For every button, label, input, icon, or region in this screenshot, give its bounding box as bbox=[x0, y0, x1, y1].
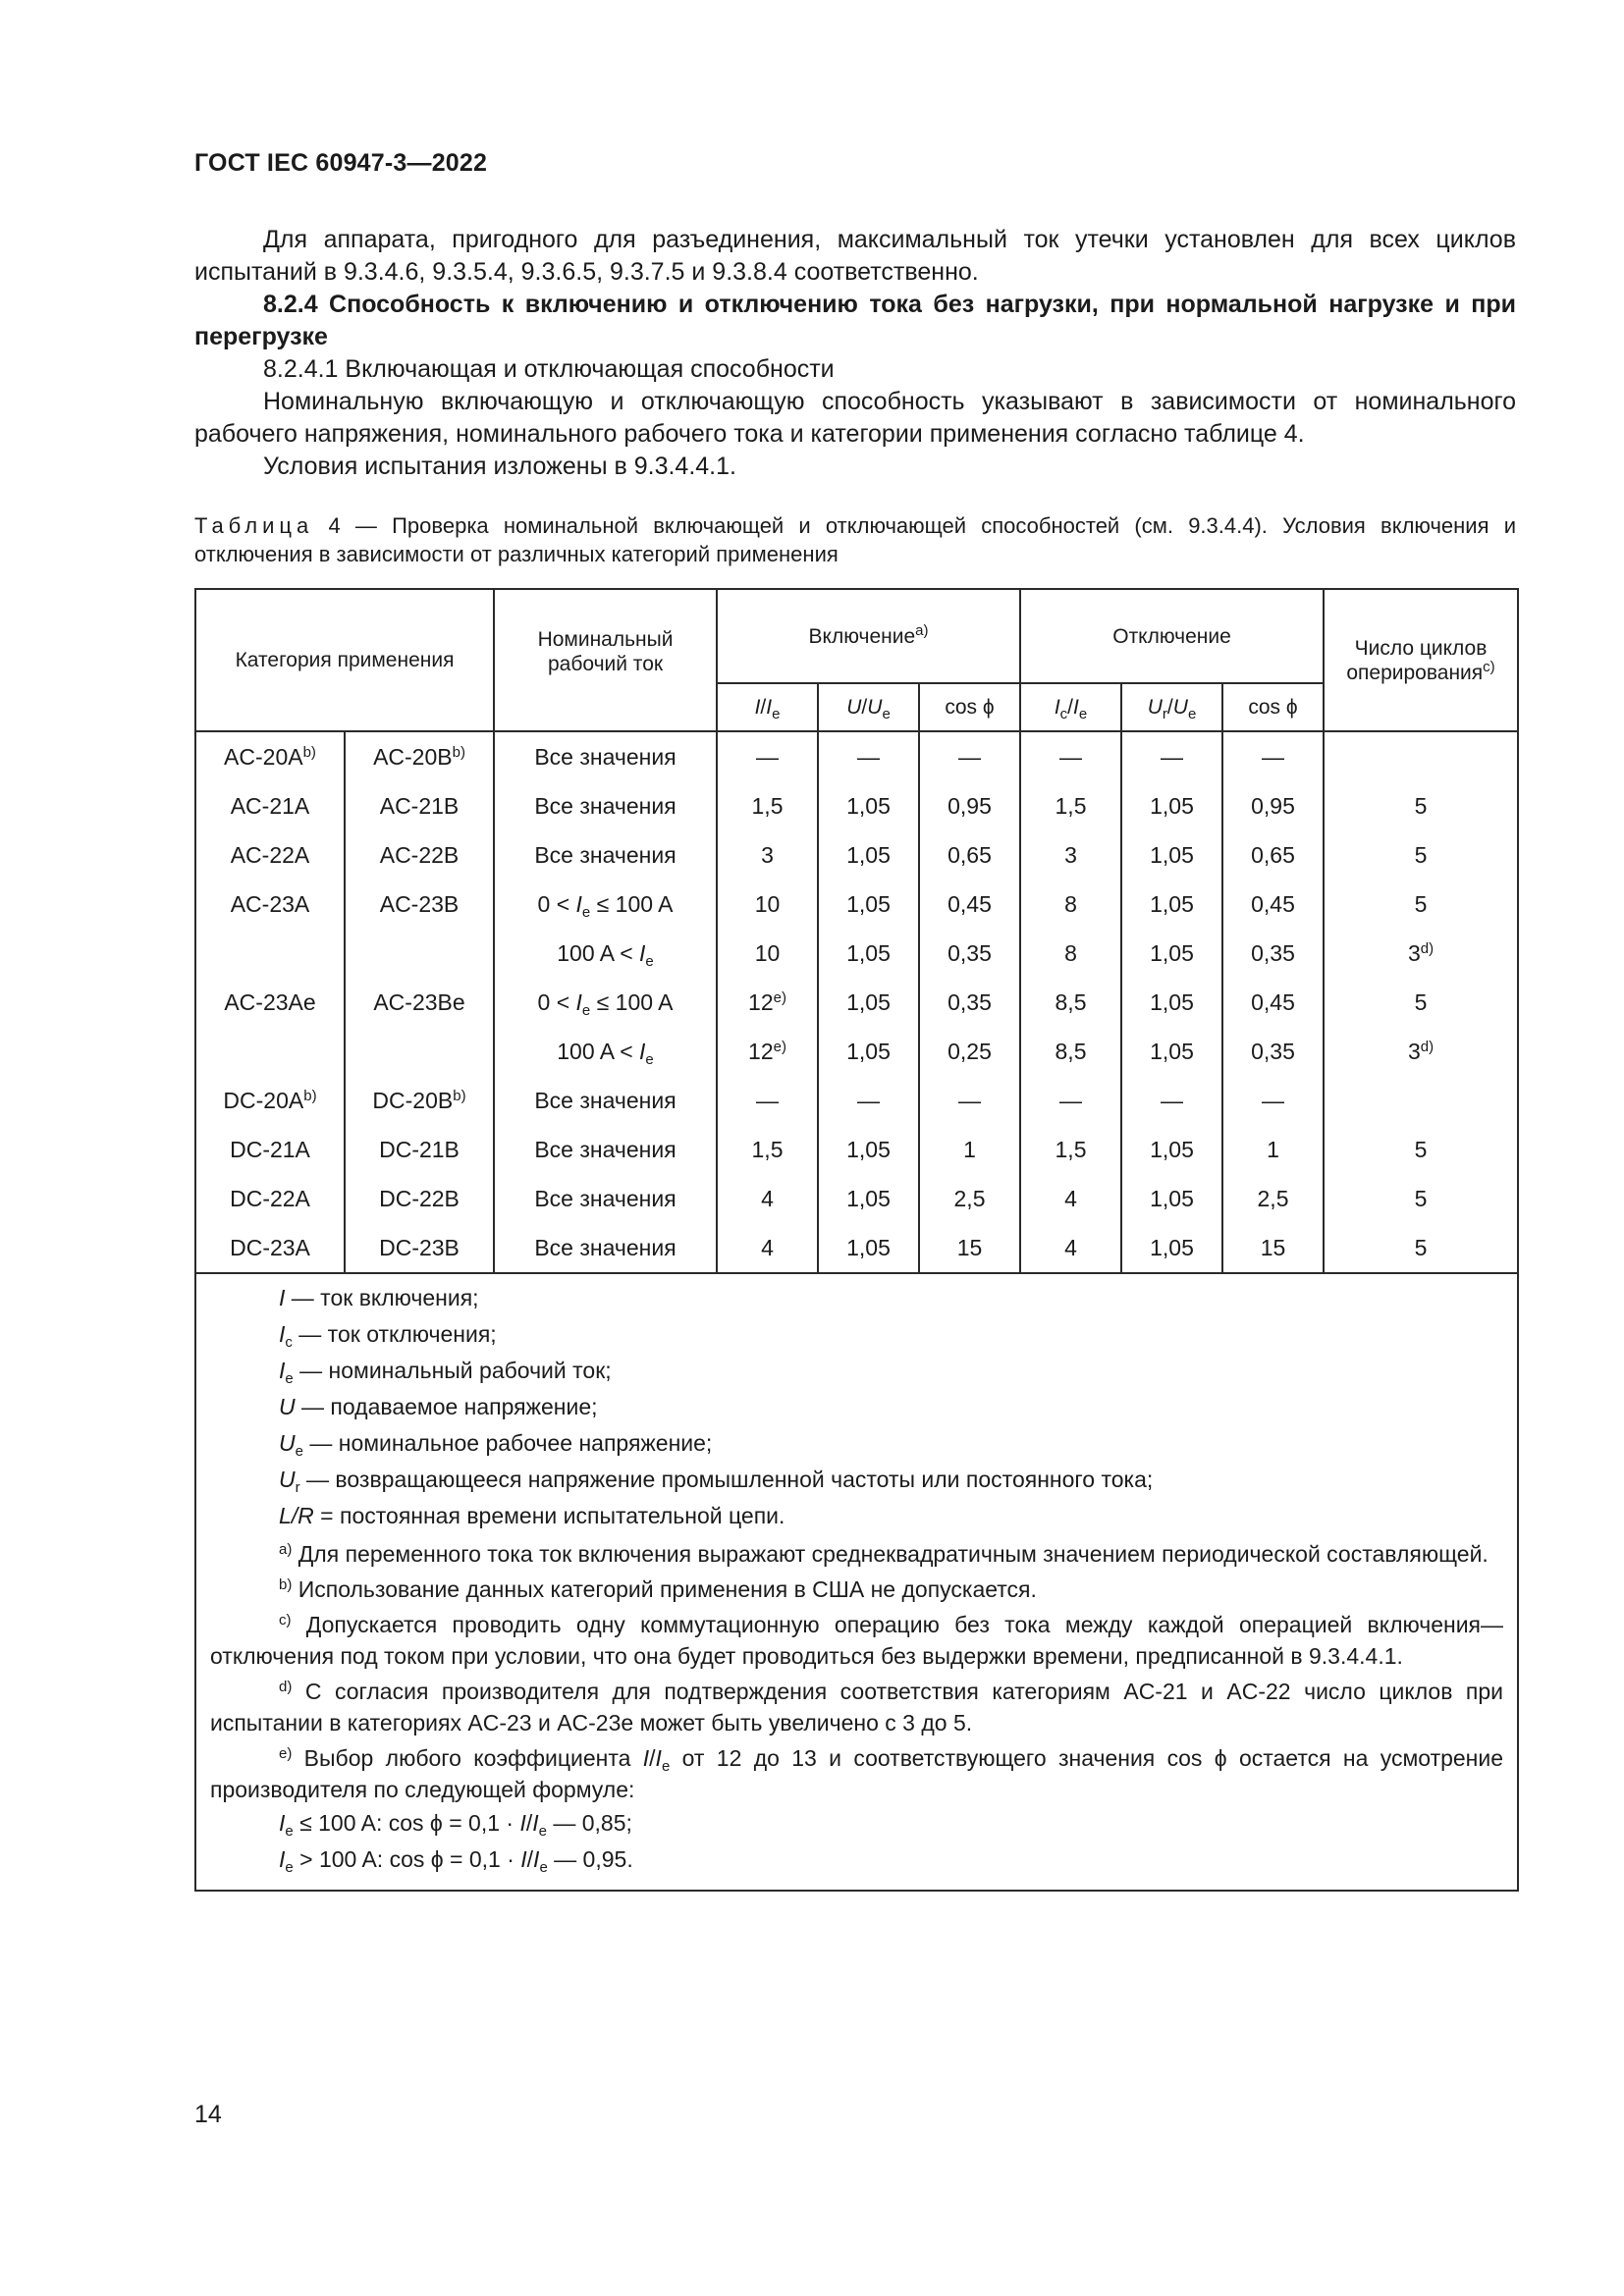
making-current-cell: 4 bbox=[717, 1174, 818, 1223]
breaking-voltage-cell: — bbox=[1121, 1076, 1222, 1125]
paragraph-leakage: Для аппарата, пригодного для разъединения, максимальный ток утечки установлен для всех циклов испытаний в 9.3.4.6, 9.3.5.4, 9.3.6.5, 9.3.7.5 и 9.3.8.4 соответственно. bbox=[194, 226, 1516, 286]
making-current-cell: 12$^{e)}$ bbox=[717, 978, 818, 1027]
table-caption bbox=[194, 511, 1516, 568]
making-voltage-cell: 1,05 bbox=[818, 978, 919, 1027]
making-cos-cell: — bbox=[919, 731, 1020, 781]
formula-1: $I_e \le 100$ A: $\cos \phi = 0,1 \cdot I/I_e$ — 0,85; bbox=[279, 1810, 632, 1840]
note-def-ie: $I_e$ — номинальный рабочий ток; bbox=[279, 1358, 612, 1387]
breaking-voltage-cell: — bbox=[1121, 731, 1222, 781]
breaking-voltage-cell: 1,05 bbox=[1121, 929, 1222, 978]
cycles-cell bbox=[1324, 1076, 1518, 1125]
footnote-e: $^{e)}$ Выбор любого коэффициента $I/I_e$ от 12 до 13 и соответствующего значения cos ϕ остается на усмотрение производителя по следующей формуле: bbox=[210, 1745, 1504, 1802]
table-body bbox=[195, 731, 1518, 1891]
footnote-b: $^{b)}$ Использование данных категорий применения в США не допускается. bbox=[279, 1576, 1037, 1602]
cycles-cell: 5 bbox=[1324, 830, 1518, 880]
rated-current-cell: Все значения bbox=[494, 731, 717, 781]
table-4 bbox=[194, 588, 1519, 1892]
table-row bbox=[195, 1174, 1518, 1223]
making-current-cell: 10 bbox=[717, 880, 818, 929]
rated-current-cell: Все значения bbox=[494, 1174, 717, 1223]
table-row bbox=[195, 830, 1518, 880]
cycles-cell: 5 bbox=[1324, 1125, 1518, 1174]
rated-current-cell: Все значения bbox=[494, 781, 717, 830]
category-a-cell bbox=[195, 1027, 345, 1076]
header-making: Включение$^{a)}$ bbox=[717, 589, 1020, 683]
note-def-ur: $U_r$ — возвращающееся напряжение промышленной частоты или постоянного тока; bbox=[279, 1467, 1154, 1496]
category-a-cell: $DC-20A^{b)}$ bbox=[195, 1076, 345, 1125]
section-heading-8-2-4: 8.2.4 Способность к включению и отключению тока без нагрузки, при нормальной нагрузке и при перегрузке bbox=[194, 291, 1516, 350]
making-current-cell: 10 bbox=[717, 929, 818, 978]
category-b-cell: $DC-20B^{b)}$ bbox=[345, 1076, 494, 1125]
page-number: 14 bbox=[194, 2101, 222, 2128]
making-cos-cell: — bbox=[919, 1076, 1020, 1125]
category-b-cell: $AC-20B^{b)}$ bbox=[345, 731, 494, 781]
category-b-cell: AC-22B bbox=[345, 830, 494, 880]
making-cos-cell: 0,35 bbox=[919, 929, 1020, 978]
making-current-cell: 1,5 bbox=[717, 1125, 818, 1174]
category-a-cell: $AC-20A^{b)}$ bbox=[195, 731, 345, 781]
breaking-cos-cell: 0,45 bbox=[1222, 978, 1324, 1027]
breaking-current-cell: 3 bbox=[1020, 830, 1121, 880]
header-making-current-ratio: $I/I_e$ bbox=[717, 683, 818, 731]
table-row bbox=[195, 1125, 1518, 1174]
category-b-cell: DC-21B bbox=[345, 1125, 494, 1174]
category-a-cell: DC-22A bbox=[195, 1174, 345, 1223]
category-b-cell: AC-23Be bbox=[345, 978, 494, 1027]
table-notes-row bbox=[195, 1273, 1518, 1891]
making-voltage-cell: 1,05 bbox=[818, 1027, 919, 1076]
note-def-i: I — ток включения; bbox=[279, 1285, 479, 1310]
category-b-cell: DC-23B bbox=[345, 1223, 494, 1273]
making-current-cell: — bbox=[717, 1076, 818, 1125]
table-row bbox=[195, 1076, 1518, 1125]
making-cos-cell: 15 bbox=[919, 1223, 1020, 1273]
table-caption-label: Таблица bbox=[194, 513, 314, 538]
rated-current-cell: $0 < I_e \le 100$ A bbox=[494, 880, 717, 929]
category-a-cell bbox=[195, 929, 345, 978]
header-breaking-voltage-ratio: $U_r/U_e$ bbox=[1121, 683, 1222, 731]
breaking-voltage-cell: 1,05 bbox=[1121, 1223, 1222, 1273]
breaking-voltage-cell: 1,05 bbox=[1121, 1174, 1222, 1223]
making-current-cell: — bbox=[717, 731, 818, 781]
breaking-current-cell: 8,5 bbox=[1020, 978, 1121, 1027]
category-b-cell bbox=[345, 929, 494, 978]
making-current-cell: 1,5 bbox=[717, 781, 818, 830]
breaking-current-cell: 8 bbox=[1020, 880, 1121, 929]
header-breaking-current-ratio: $I_c/I_e$ bbox=[1020, 683, 1121, 731]
breaking-cos-cell: 0,45 bbox=[1222, 880, 1324, 929]
breaking-current-cell: 8,5 bbox=[1020, 1027, 1121, 1076]
category-a-cell: AC-23Ae bbox=[195, 978, 345, 1027]
subsection-8-2-4-1: 8.2.4.1 Включающая и отключающая способности bbox=[263, 355, 835, 383]
document-header: ГОСТ IEC 60947-3—2022 bbox=[194, 149, 488, 177]
breaking-voltage-cell: 1,05 bbox=[1121, 781, 1222, 830]
making-current-cell: 4 bbox=[717, 1223, 818, 1273]
table-row bbox=[195, 1223, 1518, 1273]
breaking-current-cell: 4 bbox=[1020, 1174, 1121, 1223]
footnote-d: $^{d)}$ С согласия производителя для подтверждения соответствия категориям AC-21 и AC-22 число циклов при испытании в категориях AC-23 и AC-23e может быть увеличено с 3 до 5. bbox=[210, 1679, 1504, 1735]
category-b-cell bbox=[345, 1027, 494, 1076]
paragraph-test-conditions: Условия испытания изложены в 9.3.4.4.1. bbox=[263, 453, 736, 480]
rated-current-cell: 100 $A < I_e$ bbox=[494, 1027, 717, 1076]
body-text bbox=[194, 224, 1516, 483]
making-voltage-cell: 1,05 bbox=[818, 1125, 919, 1174]
making-cos-cell: 0,95 bbox=[919, 781, 1020, 830]
category-a-cell: DC-23A bbox=[195, 1223, 345, 1273]
rated-current-cell: $0 < I_e \le 100$ A bbox=[494, 978, 717, 1027]
breaking-current-cell: 1,5 bbox=[1020, 781, 1121, 830]
paragraph-rated-capacity: Номинальную включающую и отключающую способность указывают в зависимости от номинального рабочего напряжения, номинального рабочего тока и категории применения согласно таблице 4. bbox=[194, 388, 1516, 448]
breaking-current-cell: — bbox=[1020, 731, 1121, 781]
header-rated-current: Номинальный рабочий ток bbox=[494, 589, 717, 731]
rated-current-cell: Все значения bbox=[494, 830, 717, 880]
formula-2: $I_e > 100$ A: $\cos \phi = 0,1 \cdot I/I_e$ — 0,95. bbox=[279, 1846, 633, 1876]
making-cos-cell: 1 bbox=[919, 1125, 1020, 1174]
category-b-cell: DC-22B bbox=[345, 1174, 494, 1223]
breaking-current-cell: 4 bbox=[1020, 1223, 1121, 1273]
breaking-cos-cell: 0,35 bbox=[1222, 929, 1324, 978]
making-cos-cell: 0,45 bbox=[919, 880, 1020, 929]
making-cos-cell: 0,25 bbox=[919, 1027, 1020, 1076]
making-voltage-cell: 1,05 bbox=[818, 929, 919, 978]
header-cycles: Число циклов оперирования$^{c)}$ bbox=[1324, 589, 1518, 731]
table-row bbox=[195, 929, 1518, 978]
table-row bbox=[195, 731, 1518, 781]
making-voltage-cell: 1,05 bbox=[818, 1223, 919, 1273]
cycles-cell: 5 bbox=[1324, 1174, 1518, 1223]
header-breaking-cos: cos ϕ bbox=[1222, 683, 1324, 731]
note-def-ue: $U_e$ — номинальное рабочее напряжение; bbox=[279, 1430, 713, 1460]
footnote-c: $^{c)}$ Допускается проводить одну коммутационную операцию без тока между каждой операцией включения—отключения под током при условии, что она будет проводиться без выдержки времени, предписанной в 9.3.4.4.1. bbox=[210, 1612, 1504, 1669]
breaking-voltage-cell: 1,05 bbox=[1121, 1125, 1222, 1174]
table-row bbox=[195, 1027, 1518, 1076]
breaking-cos-cell: — bbox=[1222, 731, 1324, 781]
table-row bbox=[195, 781, 1518, 830]
cycles-cell: 5 bbox=[1324, 1223, 1518, 1273]
category-b-cell: AC-23B bbox=[345, 880, 494, 929]
breaking-voltage-cell: 1,05 bbox=[1121, 830, 1222, 880]
note-def-ic: $I_c$ — ток отключения; bbox=[279, 1321, 497, 1351]
breaking-voltage-cell: 1,05 bbox=[1121, 1027, 1222, 1076]
breaking-cos-cell: 1 bbox=[1222, 1125, 1324, 1174]
rated-current-cell: Все значения bbox=[494, 1076, 717, 1125]
making-voltage-cell: — bbox=[818, 1076, 919, 1125]
category-a-cell: AC-22A bbox=[195, 830, 345, 880]
note-def-lr: L/R = постоянная времени испытательной цепи. bbox=[279, 1503, 785, 1528]
note-def-u: U — подаваемое напряжение; bbox=[279, 1394, 598, 1419]
cycles-cell: 5 bbox=[1324, 781, 1518, 830]
breaking-current-cell: — bbox=[1020, 1076, 1121, 1125]
category-a-cell: AC-21A bbox=[195, 781, 345, 830]
table-row bbox=[195, 978, 1518, 1027]
breaking-current-cell: 1,5 bbox=[1020, 1125, 1121, 1174]
breaking-cos-cell: 2,5 bbox=[1222, 1174, 1324, 1223]
cycles-cell: 3$^{d)}$ bbox=[1324, 929, 1518, 978]
cycles-cell bbox=[1324, 731, 1518, 781]
category-a-cell: AC-23A bbox=[195, 880, 345, 929]
making-voltage-cell: 1,05 bbox=[818, 880, 919, 929]
breaking-voltage-cell: 1,05 bbox=[1121, 978, 1222, 1027]
breaking-cos-cell: 0,95 bbox=[1222, 781, 1324, 830]
making-voltage-cell: — bbox=[818, 731, 919, 781]
breaking-current-cell: 8 bbox=[1020, 929, 1121, 978]
breaking-cos-cell: 0,65 bbox=[1222, 830, 1324, 880]
making-voltage-cell: 1,05 bbox=[818, 781, 919, 830]
cycles-cell: 5 bbox=[1324, 880, 1518, 929]
breaking-cos-cell: 0,35 bbox=[1222, 1027, 1324, 1076]
table-caption-text: 4 — Проверка номинальной включающей и отключающей способностей (см. 9.3.4.4). Условия включения и отключения в зависимости от различных категорий применения bbox=[194, 513, 1516, 566]
footnote-a: $^{a)}$ Для переменного тока ток включения выражают среднеквадратичным значением периодической составляющей. bbox=[279, 1541, 1489, 1567]
header-making-cos: cos ϕ bbox=[919, 683, 1020, 731]
category-b-cell: AC-21B bbox=[345, 781, 494, 830]
header-breaking: Отключение bbox=[1020, 589, 1324, 683]
making-current-cell: 3 bbox=[717, 830, 818, 880]
breaking-voltage-cell: 1,05 bbox=[1121, 880, 1222, 929]
table-row bbox=[195, 880, 1518, 929]
header-making-voltage-ratio: $U/U_e$ bbox=[818, 683, 919, 731]
making-current-cell: 12$^{e)}$ bbox=[717, 1027, 818, 1076]
table-notes bbox=[195, 1273, 1518, 1891]
category-a-cell: DC-21A bbox=[195, 1125, 345, 1174]
breaking-cos-cell: — bbox=[1222, 1076, 1324, 1125]
rated-current-cell: 100 $A < I_e$ bbox=[494, 929, 717, 978]
making-cos-cell: 2,5 bbox=[919, 1174, 1020, 1223]
making-voltage-cell: 1,05 bbox=[818, 1174, 919, 1223]
cycles-cell: 3$^{d)}$ bbox=[1324, 1027, 1518, 1076]
rated-current-cell: Все значения bbox=[494, 1125, 717, 1174]
rated-current-cell: Все значения bbox=[494, 1223, 717, 1273]
breaking-cos-cell: 15 bbox=[1222, 1223, 1324, 1273]
header-category: Категория применения bbox=[195, 589, 494, 731]
making-cos-cell: 0,35 bbox=[919, 978, 1020, 1027]
making-voltage-cell: 1,05 bbox=[818, 830, 919, 880]
cycles-cell: 5 bbox=[1324, 978, 1518, 1027]
making-cos-cell: 0,65 bbox=[919, 830, 1020, 880]
